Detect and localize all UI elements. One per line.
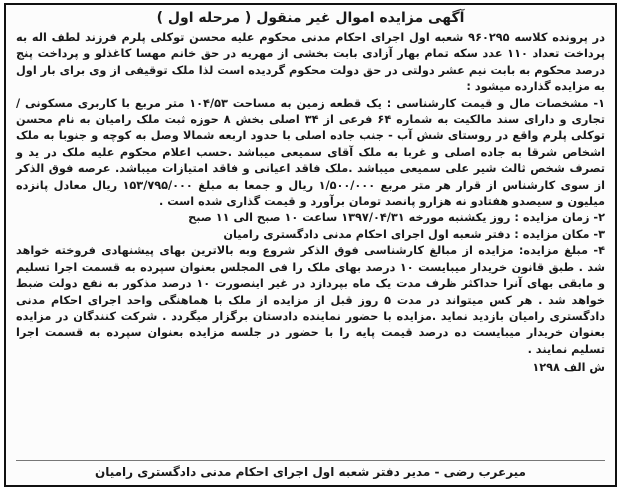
auction-notice [4,3,617,487]
notice-title: آگهی مزایده اموال غیر منقول ( مرحله اول ) [156,10,465,26]
notice-item-amount: ۴- مبلغ مزایده: مزایده از مبالغ کارشناسی فوق الذکر شروع وبه بالاترین بهای پیشنهادی فروخته خواهد شد . طبق قانون خریدار میبایست ۱۰ درصد بهای ملک را فی المجلس بعنوان سپرده به قسمت اجرا تسلیم و مابقی بهای آنرا حداکثر ظرف مدت یک ماه بپردازد در غیر اینصورت ۱۰ درصد مذکور به نفع دولت ضبط خواهد شد . هر کس میتواند در مدت ۵ روز قبل از مزایده از ملک با هماهنگی واحد اجرای احکام مدنی دادگستری رامیان بازدید نماید .مزایده با حضور نماینده دادستان برگزار میگردد . شرکت کنندگان در مزایده بعنوان خریدار میبایست ده درصد قیمت پایه را با حضور در جلسه مزایده بعنوان سپرده به قسمت اجرا تسلیم نمایند . [16,244,606,356]
notice-item-place: ۳- مکان مزایده : دفتر شعبه اول اجرای احکام مدنی دادگستری رامیان [223,227,605,241]
notice-item-time: ۲- زمان مزایده : روز یکشنبه مورخه ۱۳۹۷/۰۴/۳۱ ساعت ۱۰ صبح الی ۱۱ صبح [188,211,605,225]
notice-item-property: ۱- مشخصات مال و قیمت کارشناسی : یک قطعه زمین به مساحت ۱۰۴/۵۳ متر مربع با کاربری مسکونی / تجاری و دارای سند مالکیت به شماره ۶۴ فرعی از ۳۴ اصلی بخش ۸ حوزه ثبت ملک رامیان به نام محسن توکلی پلرم واقع در روستای شش آب - جنب جاده اصلی با حدود اربعه شمالا وصل به کوچه و جنوبا به ملک اشخاص شرقا به جاده اصلی و غربا به ملک آقای سمیعی میباشد .حسب اعلام محکوم علیه ملک در ید و تصرف شخص ثالث شیر علی سمیعی میباشد .ملک فاقد اعیانی و فاقد امتیازات میباشد. عرصه فوق الذکر از سوی کارشناس از قرار هر متر مربع ۱/۵۰۰/۰۰۰ ریال و جمعا به مبلغ ۱۵۳/۷۹۵/۰۰۰ ریال معادل پانزده میلیون و سیصدو هفتادو نه هزارو پانصد تومان برآورد و قیمت گذاری شده است . [16,96,605,209]
notice-reference: ش الف ۱۲۹۸ [532,361,605,375]
notice-signature: میرعرب رضی - مدیر دفتر شعبه اول اجرای احکام مدنی دادگستری رامیان [16,460,605,479]
notice-intro: در پرونده کلاسه ۹۶۰۲۹۵ شعبه اول اجرای احکام مدنی محکوم علیه محسن توکلی پلرم فرزند لطف اله به پرداخت تعداد ۱۱۰ عدد سکه تمام بهار آزادی بابت بخشی از مهریه در حق خانم مهسا کاغذلو و پرداخت پنج درصد محکوم به بابت نیم عشر دولتی در حق دولت محکوم گردیده است لذا ملک توقیفی از وی برای بار اول به مزایده گذارده میشود : [16,31,605,94]
